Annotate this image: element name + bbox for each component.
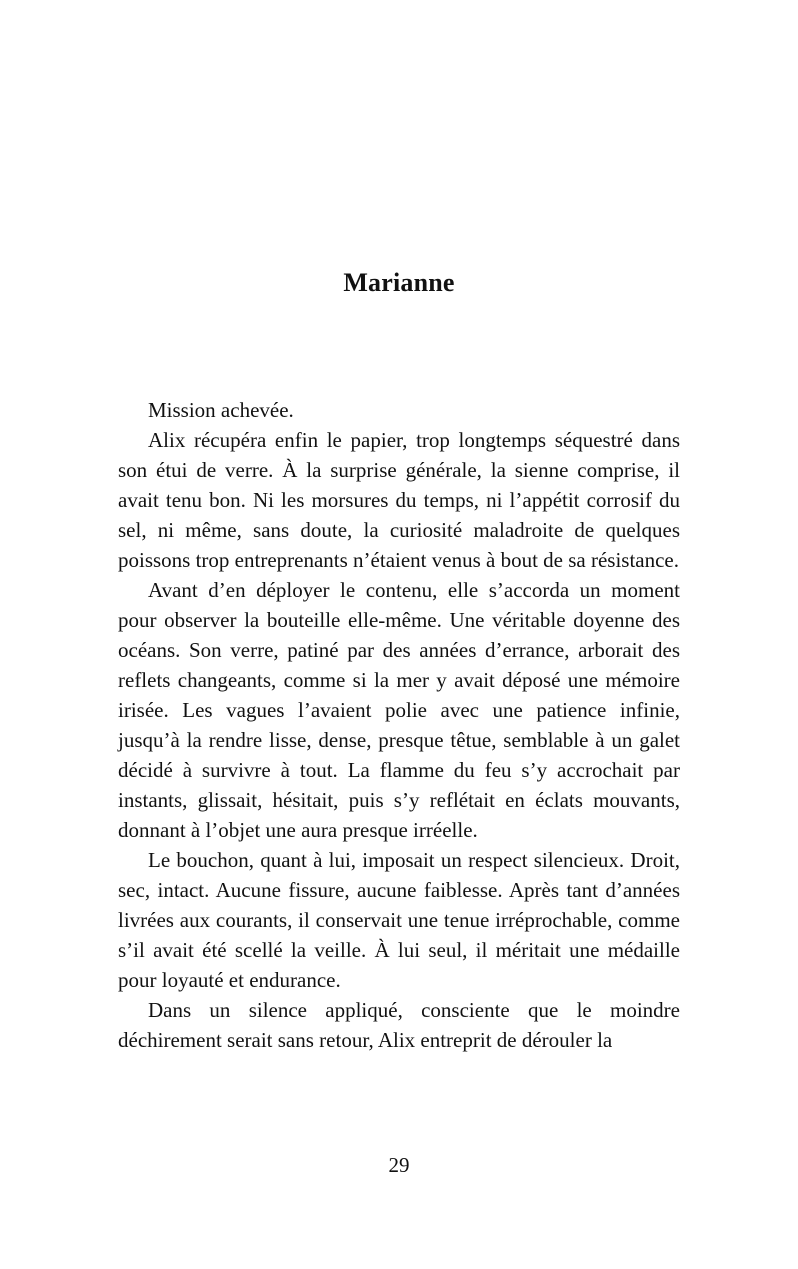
- paragraph: Mission achevée.: [148, 398, 294, 422]
- chapter-body: [118, 395, 680, 1055]
- paragraph: Avant d’en déployer le contenu, elle s’accorda un moment pour observer la bouteille elle-même. Une véritable doyenne des océans. Son verre, patiné par des années d’errance, arborait des reflets changeants, comme si la mer y avait déposé une mémoire irisée. Les vagues l’avaient polie avec une patience infinie, jusqu’à la rendre lisse, dense, presque têtue, semblable à un galet décidé à survivre à tout. La flamme du feu s’y accrochait par instants, glissait, hésitait, puis s’y reflétait en éclats mouvants, donnant à l’objet une aura presque irréelle.: [118, 578, 680, 842]
- chapter-title: Marianne: [343, 268, 455, 297]
- page-number: 29: [388, 1153, 410, 1177]
- paragraph: Dans un silence appliqué, consciente que le moindre déchirement serait sans retour, Alix entreprit de dérouler la: [118, 998, 680, 1052]
- paragraph: Le bouchon, quant à lui, imposait un respect silencieux. Droit, sec, intact. Aucune fissure, aucune faiblesse. Après tant d’années livrées aux courants, il conservait une tenue irréprochable, comme s’il avait été scellé la veille. À lui seul, il méritait une médaille pour loyauté et endurance.: [118, 848, 680, 992]
- paragraph: Alix récupéra enfin le papier, trop longtemps séquestré dans son étui de verre. À la surprise générale, la sienne comprise, il avait tenu bon. Ni les morsures du temps, ni l’appétit corrosif du sel, ni même, sans doute, la curiosité maladroite de quelques poissons trop entreprenants n’étaient venus à bout de sa résistance.: [118, 428, 680, 572]
